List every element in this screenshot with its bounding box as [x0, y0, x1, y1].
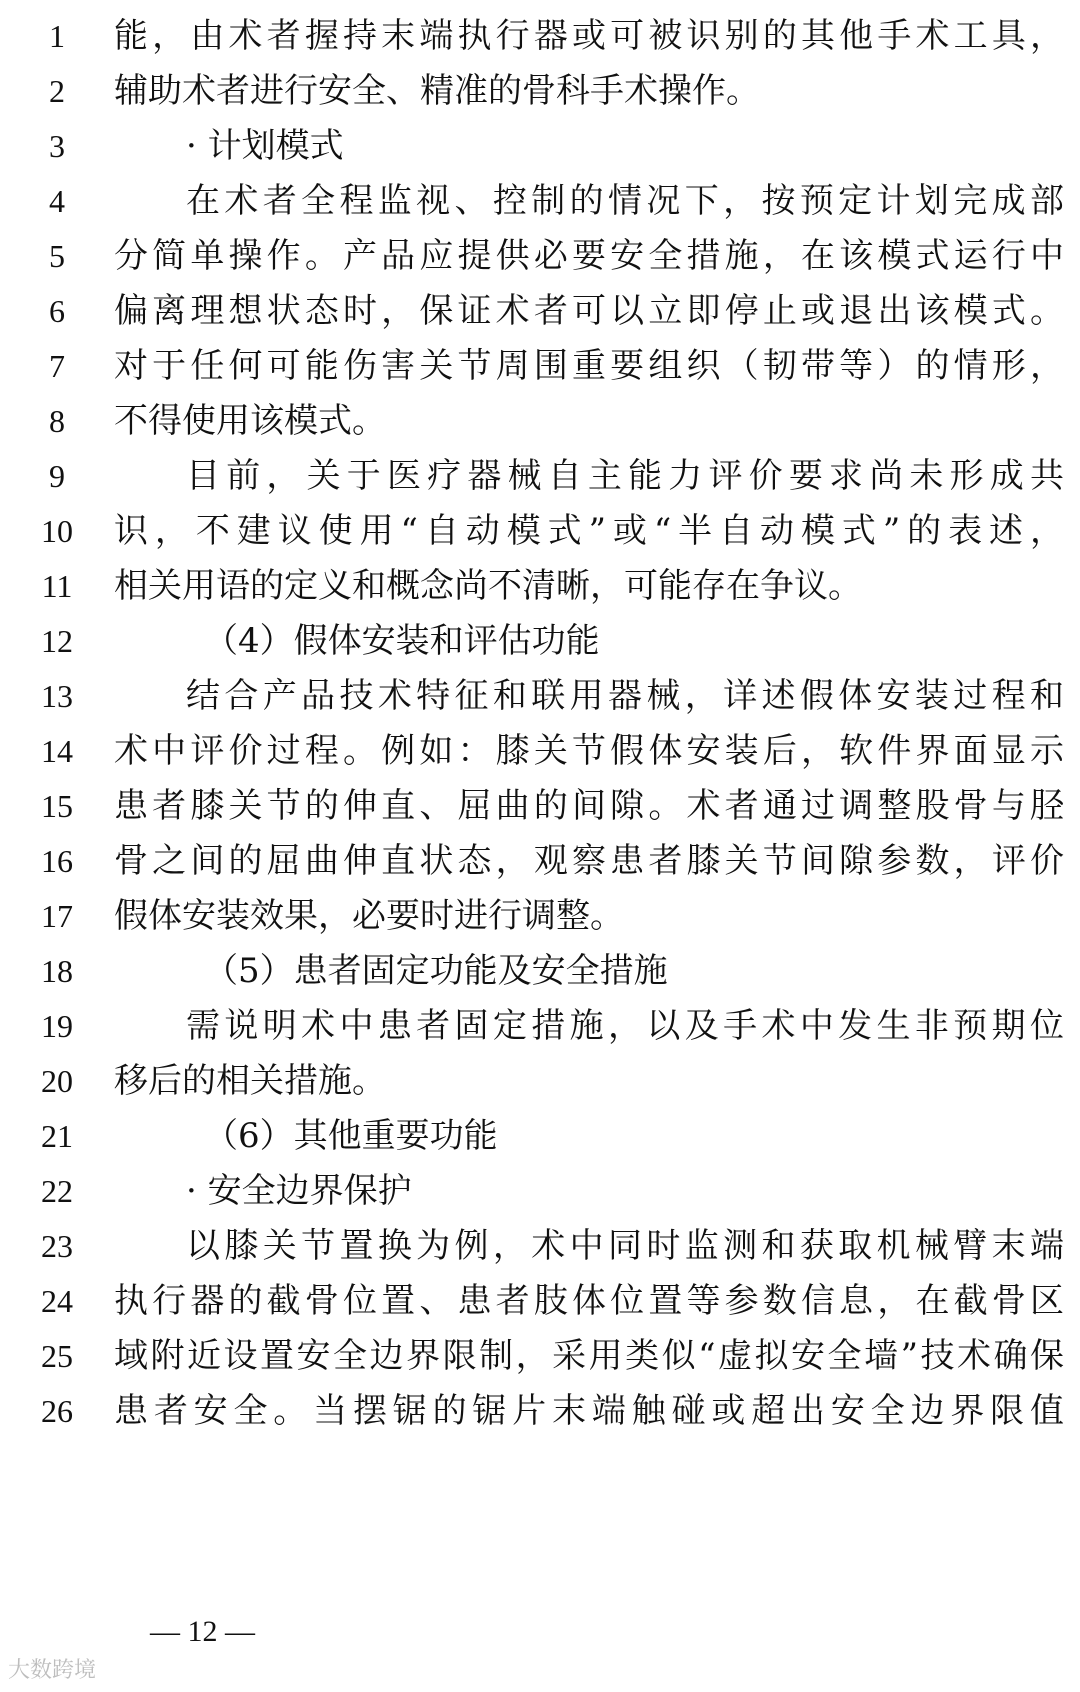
- line-number: 21: [41, 1118, 73, 1154]
- line-text: 域附近设置安全边界限制，采用类似“虚拟安全墙”技术确保: [114, 1336, 1064, 1376]
- line-number: 4: [49, 183, 65, 219]
- line-text: 不得使用该模式。: [114, 401, 386, 441]
- text-line: [0, 61, 1080, 121]
- text-line: [0, 721, 1080, 781]
- line-text: 目前，关于医疗器械自主能力评价要求尚未形成共: [186, 456, 1064, 496]
- line-number: 10: [41, 513, 73, 549]
- text-line: [0, 446, 1080, 506]
- line-number: 25: [41, 1338, 73, 1374]
- line-text: 执行器的截骨位置、患者肢体位置等参数信息，在截骨区: [114, 1281, 1064, 1321]
- line-text: 结合产品技术特征和联用器械，详述假体安装过程和: [186, 676, 1064, 716]
- line-text: 偏离理想状态时，保证术者可以立即停止或退出该模式。: [114, 291, 1064, 331]
- text-line: [0, 6, 1080, 66]
- text-line: [0, 1161, 1080, 1221]
- line-number: 9: [49, 458, 65, 494]
- text-line: [0, 171, 1080, 231]
- text-line: [0, 116, 1080, 176]
- line-text: 以膝关节置换为例，术中同时监测和获取机械臂末端: [186, 1226, 1064, 1266]
- line-number: 18: [41, 953, 73, 989]
- line-text: 在术者全程监视、控制的情况下，按预定计划完成部: [186, 181, 1064, 221]
- section-heading: （5）患者固定功能及安全措施: [204, 951, 668, 991]
- line-number: 16: [41, 843, 73, 879]
- text-line: [0, 996, 1080, 1056]
- line-number: 23: [41, 1228, 73, 1264]
- text-line: [0, 281, 1080, 341]
- line-number: 11: [41, 568, 73, 604]
- line-number: 24: [41, 1283, 73, 1319]
- bullet-heading: · 计划模式: [186, 126, 344, 166]
- line-text: 术中评价过程。例如：膝关节假体安装后，软件界面显示: [114, 731, 1064, 771]
- line-text: 移后的相关措施。: [114, 1061, 386, 1101]
- line-number: 17: [41, 898, 73, 934]
- line-text: 识，不建议使用“自动模式”或“半自动模式”的表述，: [114, 511, 1064, 551]
- line-text: 需说明术中患者固定措施，以及手术中发生非预期位: [186, 1006, 1064, 1046]
- line-number: 1: [49, 18, 65, 54]
- line-number: 3: [49, 128, 65, 164]
- text-line: [0, 501, 1080, 561]
- text-line: [0, 1381, 1080, 1441]
- text-line: [0, 1271, 1080, 1331]
- line-number: 5: [49, 238, 65, 274]
- line-text: 骨之间的屈曲伸直状态，观察患者膝关节间隙参数，评价: [114, 841, 1064, 881]
- section-heading: （6）其他重要功能: [204, 1116, 498, 1156]
- line-number: 26: [41, 1393, 73, 1429]
- line-number: 6: [49, 293, 65, 329]
- line-text: 对于任何可能伤害关节周围重要组织（韧带等）的情形，: [114, 346, 1064, 386]
- page-number: — 12 —: [150, 1615, 255, 1648]
- text-line: [0, 226, 1080, 286]
- line-number: 22: [41, 1173, 73, 1209]
- line-number: 15: [41, 788, 73, 824]
- text-line: [0, 1106, 1080, 1166]
- line-text: 患者安全。当摆锯的锯片末端触碰或超出安全边界限值: [114, 1391, 1064, 1431]
- text-line: [0, 831, 1080, 891]
- text-line: [0, 941, 1080, 1001]
- line-number: 2: [49, 73, 65, 109]
- watermark-logo: 大数跨境: [8, 1658, 97, 1683]
- bullet-heading: · 安全边界保护: [186, 1171, 412, 1211]
- text-line: [0, 776, 1080, 836]
- text-line: [0, 1216, 1080, 1276]
- text-line: [0, 1326, 1080, 1386]
- line-text: 患者膝关节的伸直、屈曲的间隙。术者通过调整股骨与胫: [114, 786, 1064, 826]
- line-number: 8: [49, 403, 65, 439]
- line-number: 20: [41, 1063, 73, 1099]
- line-text: 辅助术者进行安全、精准的骨科手术操作。: [114, 71, 760, 111]
- line-number: 14: [41, 733, 73, 769]
- text-line: [0, 611, 1080, 671]
- line-text: 假体安装效果，必要时进行调整。: [114, 896, 624, 936]
- line-number: 13: [41, 678, 73, 714]
- line-text: 能，由术者握持末端执行器或可被识别的其他手术工具，: [114, 16, 1064, 56]
- line-text: 相关用语的定义和概念尚不清晰，可能存在争议。: [114, 566, 862, 606]
- section-heading: （4）假体安装和评估功能: [204, 621, 600, 661]
- text-line: [0, 336, 1080, 396]
- text-line: [0, 886, 1080, 946]
- text-line: [0, 1051, 1080, 1111]
- text-line: [0, 556, 1080, 616]
- line-text: 分简单操作。产品应提供必要安全措施，在该模式运行中: [114, 236, 1064, 276]
- line-number: 12: [41, 623, 73, 659]
- text-line: [0, 666, 1080, 726]
- line-number: 19: [41, 1008, 73, 1044]
- line-number: 7: [49, 348, 65, 384]
- text-line: [0, 391, 1080, 451]
